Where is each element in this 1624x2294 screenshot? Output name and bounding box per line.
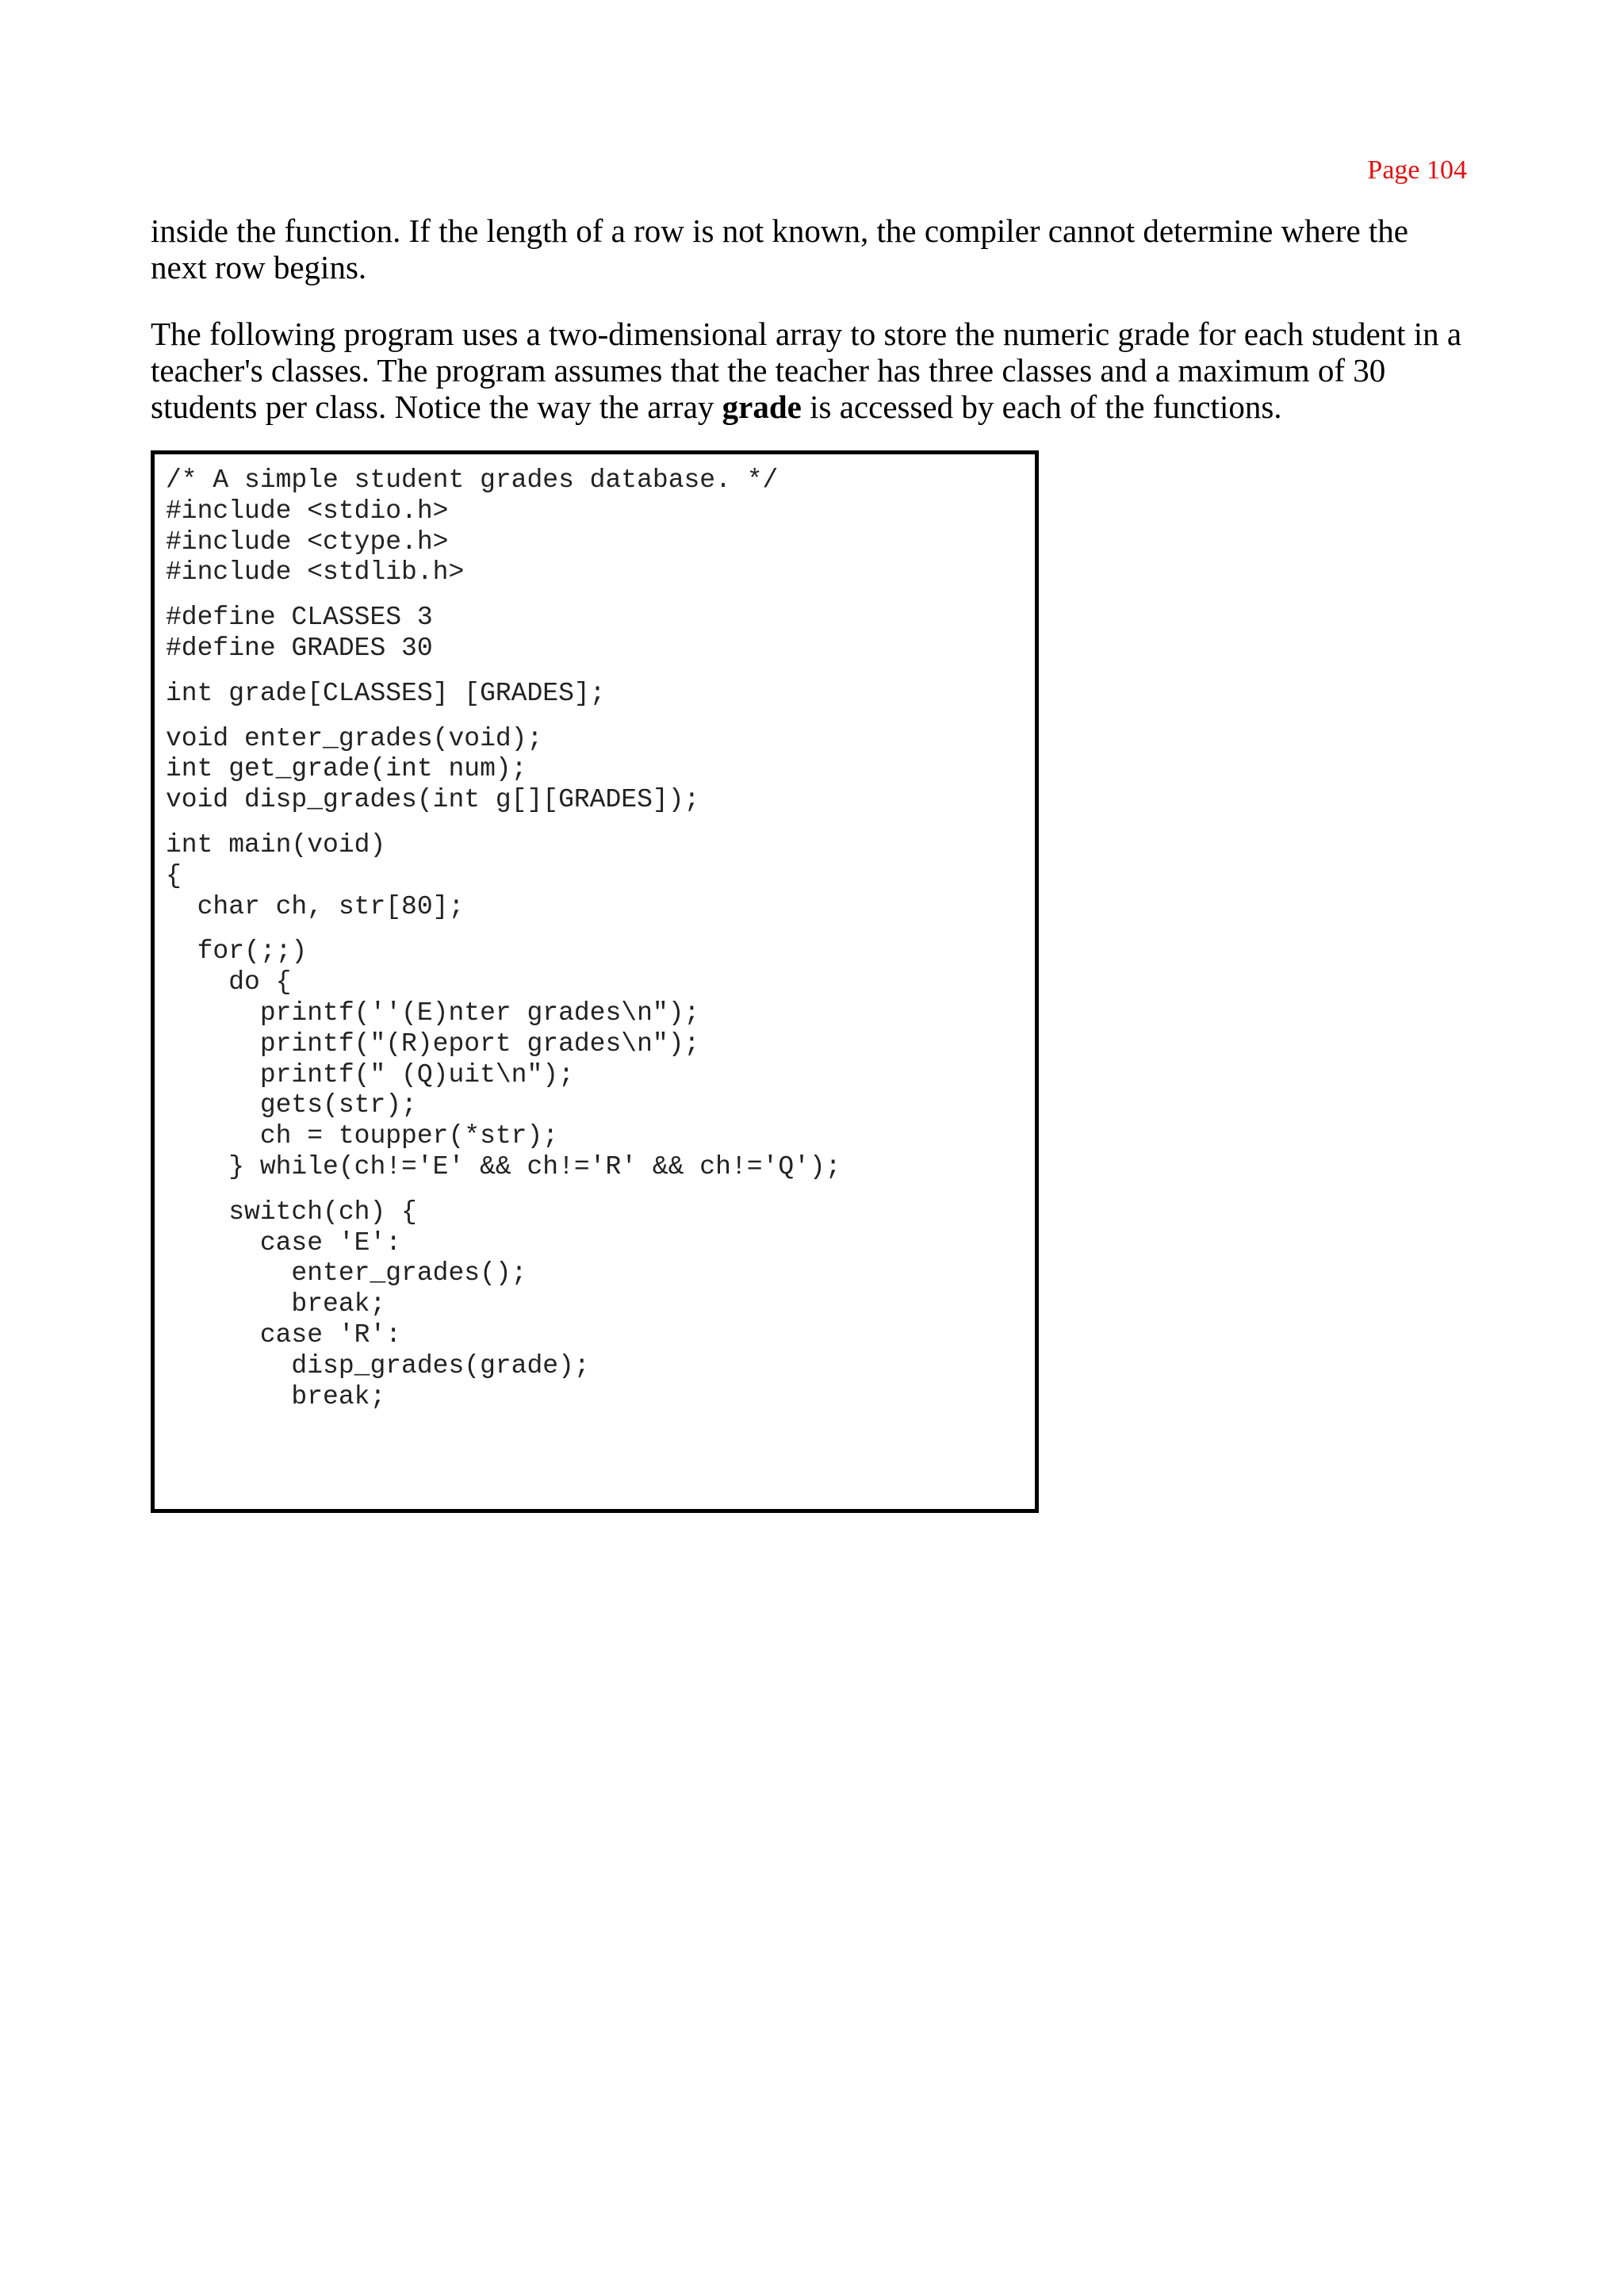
code-line: #include <stdlib.h>: [166, 557, 465, 588]
code-line: enter_grades();: [166, 1258, 527, 1289]
code-line: break;: [166, 1381, 386, 1411]
code-line: #include <stdio.h>: [166, 496, 449, 526]
code-listing: [151, 450, 1039, 1513]
code-line: break;: [166, 1289, 386, 1319]
code-line: } while(ch!='E' && ch!='R' && ch!='Q');: [166, 1151, 841, 1181]
code-blank-line: [166, 922, 1035, 936]
code-line: printf("(R)eport grades\n");: [166, 1028, 700, 1059]
code-blank-line: [166, 664, 1035, 679]
code-line: void enter_grades(void);: [166, 723, 543, 753]
code-line: switch(ch) {: [166, 1197, 417, 1227]
code-blank-line: [166, 1183, 1035, 1197]
code-line: gets(str);: [166, 1090, 417, 1120]
code-line: disp_grades(grade);: [166, 1350, 590, 1381]
code-blank-line: [166, 588, 1035, 603]
bold-term-grade: grade: [722, 389, 802, 425]
code-line: #define GRADES 30: [166, 633, 433, 663]
code-line: do {: [166, 967, 292, 998]
paragraph-text-end: is accessed by each of the functions.: [801, 389, 1282, 425]
code-line: int main(void): [166, 829, 386, 860]
code-line: #include <ctype.h>: [166, 527, 449, 557]
code-line: case 'R':: [166, 1319, 402, 1350]
code-line: int get_grade(int num);: [166, 754, 527, 784]
paragraph-program-description: [151, 316, 1467, 425]
code-line: case 'E':: [166, 1227, 402, 1258]
code-line: char ch, str[80];: [166, 891, 465, 921]
code-line: #define CLASSES 3: [166, 603, 433, 633]
code-line: for(;;): [166, 936, 308, 967]
code-line: void disp_grades(int g[][GRADES]);: [166, 785, 700, 815]
code-blank-line: [166, 816, 1035, 830]
paragraph-text-start: The following program uses a two-dimensional array to store the numeric grade for each student in a teacher's classes. The program assumes that the teacher has three classes and a maximum of 30 students per class. Notice the way the array: [151, 316, 1462, 425]
body-text: [151, 213, 1467, 455]
page-number: Page 104: [1367, 155, 1467, 185]
code-blank-line: [166, 710, 1035, 724]
code-line: printf(''(E)nter grades\n");: [166, 998, 700, 1028]
paragraph-intro: inside the function. If the length of a row is not known, the compiler cannot determine where the next row begins.: [151, 213, 1409, 285]
code-line: ch = toupper(*str);: [166, 1121, 559, 1151]
code-line: printf(" (Q)uit\n");: [166, 1059, 574, 1090]
code-line: {: [166, 860, 182, 890]
code-line: int grade[CLASSES] [GRADES];: [166, 678, 606, 708]
code-line: /* A simple student grades database. */: [166, 465, 779, 495]
